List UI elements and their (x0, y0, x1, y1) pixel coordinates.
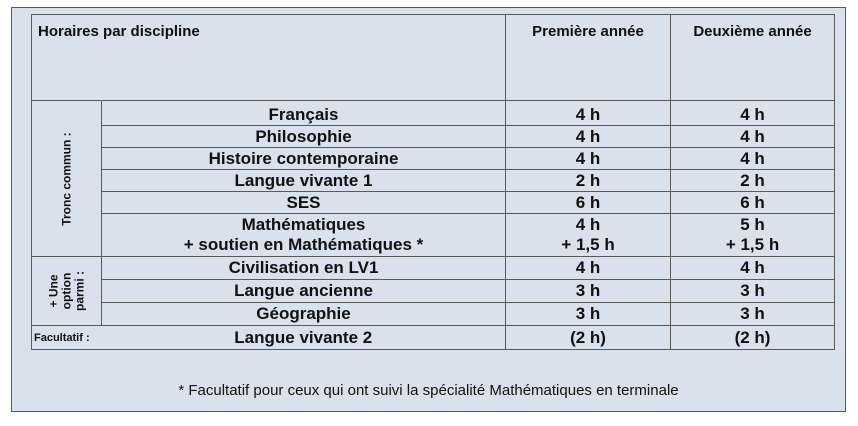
subject-cell: Langue ancienne (102, 280, 506, 303)
table-row (32, 303, 835, 326)
subject-cell: Langue vivante 2 (102, 326, 506, 350)
year1-math-line2: + 1,5 h (561, 235, 615, 254)
subject-cell: SES (102, 192, 506, 214)
table-row (32, 257, 835, 280)
option-label (47, 271, 86, 311)
year1-cell: 4 h (506, 257, 671, 280)
subject-math-line1: Mathématiques (241, 215, 366, 234)
header-discipline: Horaires par discipline (32, 15, 506, 101)
header-row (32, 15, 835, 101)
footnote: * Facultatif pour ceux qui ont suivi la spécialité Mathématiques en terminale (178, 382, 679, 399)
group-label-tronc-commun (32, 101, 102, 257)
year1-cell: 3 h (506, 303, 671, 326)
table-row (32, 148, 835, 170)
table-row (32, 280, 835, 303)
table-row (32, 214, 835, 257)
year2-cell: 3 h (671, 280, 835, 303)
year1-cell: 3 h (506, 280, 671, 303)
year2-cell: 3 h (671, 303, 835, 326)
subject-cell: Philosophie (102, 126, 506, 148)
table-row (32, 126, 835, 148)
table-row-facultatif (32, 326, 835, 350)
schedule-table (31, 14, 835, 350)
year2-cell: 4 h (671, 148, 835, 170)
option-label-line2: option (59, 272, 73, 310)
year1-cell: 6 h (506, 192, 671, 214)
subject-cell-math (102, 214, 506, 257)
subject-cell: Géographie (102, 303, 506, 326)
table-row (32, 101, 835, 126)
year1-cell: 4 h (506, 148, 671, 170)
subject-cell: Civilisation en LV1 (102, 257, 506, 280)
subject-cell: Histoire contemporaine (102, 148, 506, 170)
table-row (32, 170, 835, 192)
table-row (32, 192, 835, 214)
subject-cell: Français (102, 101, 506, 126)
tronc-commun-label: Tronc commun : (59, 131, 73, 226)
year2-cell: 6 h (671, 192, 835, 214)
year2-cell: 4 h (671, 101, 835, 126)
year1-cell: 2 h (506, 170, 671, 192)
facultatif-label: Facultatif : (32, 326, 102, 350)
subject-cell: Langue vivante 1 (102, 170, 506, 192)
year1-cell: (2 h) (506, 326, 671, 350)
year1-cell: 4 h (506, 101, 671, 126)
year2-math-line2: + 1,5 h (725, 235, 780, 254)
year1-cell-math (506, 214, 671, 257)
year2-math-line1: 5 h (740, 215, 765, 234)
subject-math-line2: + soutien en Mathématiques * (183, 235, 424, 254)
year2-cell: (2 h) (671, 326, 835, 350)
year2-cell: 4 h (671, 126, 835, 148)
schedule-panel (11, 7, 846, 412)
year2-cell: 2 h (671, 170, 835, 192)
group-label-option (32, 257, 102, 326)
year1-math-line1: 4 h (575, 215, 601, 234)
year2-cell: 4 h (671, 257, 835, 280)
year2-cell-math (671, 214, 835, 257)
option-label-line1: + Une (46, 274, 60, 308)
option-label-line3: parmi : (72, 270, 86, 312)
header-year1: Première année (506, 15, 671, 101)
header-year2: Deuxième année (671, 15, 835, 101)
year1-cell: 4 h (506, 126, 671, 148)
